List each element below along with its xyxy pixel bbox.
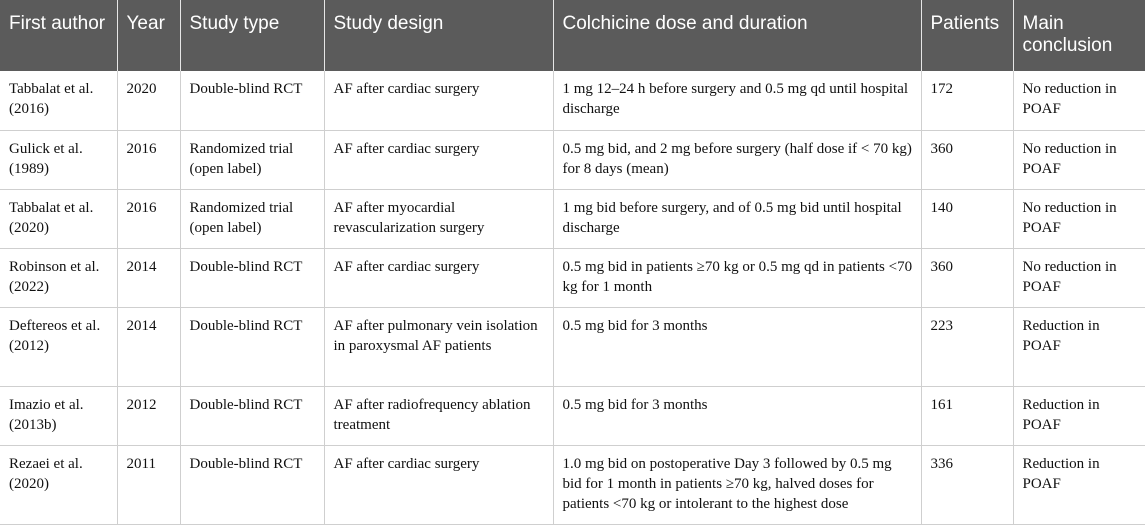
cell-first-author: Tabbalat et al. (2020)	[0, 189, 117, 248]
cell-patients: 161	[921, 386, 1013, 445]
cell-patients: 140	[921, 189, 1013, 248]
cell-study-design: AF after cardiac surgery	[324, 445, 553, 524]
cell-study-design: AF after myocardial revascularization surgery	[324, 189, 553, 248]
table-row	[0, 130, 1145, 189]
cell-first-author: Gulick et al. (1989)	[0, 130, 117, 189]
cell-first-author: Robinson et al. (2022)	[0, 248, 117, 307]
cell-first-author: Imazio et al. (2013b)	[0, 386, 117, 445]
cell-patients: 360	[921, 130, 1013, 189]
table-row	[0, 189, 1145, 248]
cell-first-author: Rezaei et al. (2020)	[0, 445, 117, 524]
header-colchicine-dose: Colchicine dose and duration	[553, 0, 921, 71]
header-main-conclusion: Main conclusion	[1022, 13, 1113, 56]
cell-patients: 360	[921, 248, 1013, 307]
cell-first-author: Tabbalat et al. (2016)	[0, 71, 117, 130]
header-first-author: First author	[0, 0, 117, 71]
header-patients: Patients	[921, 0, 1013, 71]
header-study-type: Study type	[180, 0, 324, 71]
cell-year: 2012	[117, 386, 180, 445]
cell-main-conclusion: No reduction in POAF	[1013, 248, 1145, 307]
cell-study-design: AF after pulmonary vein isolation in paroxysmal AF patients	[324, 307, 553, 386]
cell-study-design: AF after radiofrequency ablation treatment	[324, 386, 553, 445]
cell-first-author: Deftereos et al. (2012)	[0, 307, 117, 386]
table-row	[0, 307, 1145, 386]
cell-year: 2014	[117, 248, 180, 307]
cell-year: 2016	[117, 130, 180, 189]
table-row	[0, 71, 1145, 130]
table-row	[0, 386, 1145, 445]
cell-patients: 223	[921, 307, 1013, 386]
cell-main-conclusion: No reduction in POAF	[1013, 130, 1145, 189]
header-study-design: Study design	[324, 0, 553, 71]
cell-colchicine-dose: 0.5 mg bid for 3 months	[553, 307, 921, 386]
cell-year: 2014	[117, 307, 180, 386]
header-year: Year	[117, 0, 180, 71]
cell-study-design: AF after cardiac surgery	[324, 130, 553, 189]
cell-main-conclusion: Reduction in POAF	[1013, 445, 1145, 524]
cell-study-type: Double-blind RCT	[180, 386, 324, 445]
cell-colchicine-dose: 1 mg bid before surgery, and of 0.5 mg bid until hospital discharge	[553, 189, 921, 248]
cell-colchicine-dose: 0.5 mg bid for 3 months	[553, 386, 921, 445]
cell-year: 2011	[117, 445, 180, 524]
cell-colchicine-dose: 0.5 mg bid in patients ≥70 kg or 0.5 mg qd in patients <70 kg for 1 month	[553, 248, 921, 307]
cell-colchicine-dose: 1.0 mg bid on postoperative Day 3 followed by 0.5 mg bid for 1 month in patients ≥70 kg, halved doses for patients <70 kg or intolerant to the highest dose	[553, 445, 921, 524]
cell-patients: 172	[921, 71, 1013, 130]
cell-colchicine-dose: 0.5 mg bid, and 2 mg before surgery (half dose if < 70 kg) for 8 days (mean)	[553, 130, 921, 189]
cell-study-type: Randomized trial (open label)	[180, 189, 324, 248]
cell-study-type: Double-blind RCT	[180, 445, 324, 524]
table-row	[0, 248, 1145, 307]
cell-study-type: Double-blind RCT	[180, 248, 324, 307]
cell-main-conclusion: Reduction in POAF	[1013, 307, 1145, 386]
cell-study-type: Randomized trial (open label)	[180, 130, 324, 189]
cell-study-type: Double-blind RCT	[180, 307, 324, 386]
cell-study-design: AF after cardiac surgery	[324, 71, 553, 130]
table-body	[0, 71, 1145, 524]
cell-colchicine-dose: 1 mg 12–24 h before surgery and 0.5 mg qd until hospital discharge	[553, 71, 921, 130]
table-header	[0, 0, 1145, 71]
cell-patients: 336	[921, 445, 1013, 524]
cell-main-conclusion: Reduction in POAF	[1013, 386, 1145, 445]
cell-year: 2016	[117, 189, 180, 248]
header-row	[0, 0, 1145, 71]
table-row	[0, 445, 1145, 524]
cell-main-conclusion: No reduction in POAF	[1013, 189, 1145, 248]
cell-study-design: AF after cardiac surgery	[324, 248, 553, 307]
cell-study-type: Double-blind RCT	[180, 71, 324, 130]
cell-year: 2020	[117, 71, 180, 130]
cell-main-conclusion: No reduction in POAF	[1013, 71, 1145, 130]
